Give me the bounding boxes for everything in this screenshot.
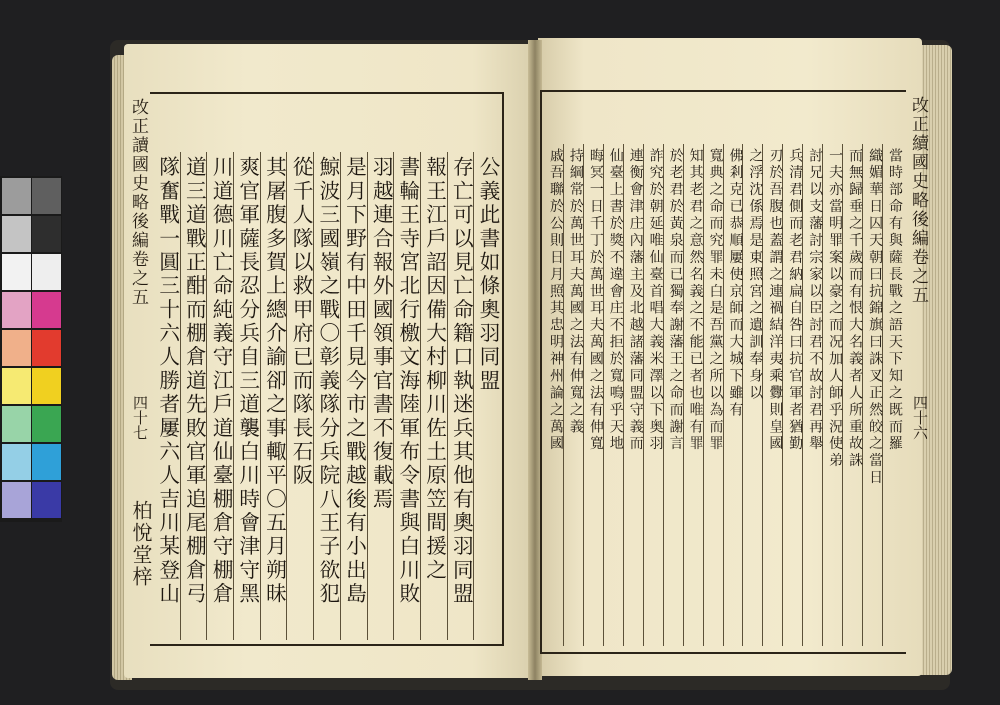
column-rule [822,144,823,646]
column-rule [882,144,883,646]
text-column: 佛剎克已恭順屢使京師而大城下雖有 [726,148,743,420]
column-rule [286,152,287,640]
column-rule [233,152,234,640]
text-column: 持綱常於萬世耳夫萬國之法有伸寬之義 [566,148,583,436]
text-column: 知其老君之意然名義之不能已者也唯有罪 [686,148,703,453]
color-swatch [32,178,61,214]
text-column: 其屠腹多賀上總介諭卻之事輙平〇五月朔昧 [262,156,287,607]
column-rule [742,144,743,646]
color-checker-strip [0,176,62,522]
column-rule [393,152,394,640]
color-swatch [2,330,31,366]
text-column: 兵清君側而老君納扁自咎曰抗官軍者猶勤 [786,148,803,453]
text-column: 是月下野有中田千見今市之戰越後有小出島 [342,156,367,607]
column-rule [563,144,564,646]
text-column: 之浮沈係焉是東照宮之遺訓奉身以 [746,148,763,403]
color-swatch [32,330,61,366]
color-swatch [2,482,31,518]
text-column: 仙臺上書於獎不違會庄不拒於寬鳴乎天地 [606,148,623,453]
text-column: 戚吾聯於公則日月照其忠明神州論之萬國 [546,148,563,453]
text-column: 詐究於朝延唯仙臺首唱大義米澤以下奥羽 [646,148,663,453]
column-rule [313,152,314,640]
column-rule [206,152,207,640]
text-column: 報王江戶詔因備大村柳川佐土原笠間援之 [422,156,447,583]
color-swatch [2,216,31,252]
color-swatch [2,368,31,404]
text-column: 織媚華日囚天朝曰抗錦旗曰誅叉正然皎之當日 [866,148,883,487]
text-column: 從千人隊以救甲府已而隊長石阪 [289,156,314,488]
text-column: 而無歸垂之千歲而有恨大名義者人所重故誅 [846,148,863,470]
text-column: 寬典之命而究罪未白是吾黨之所以為而罪 [706,148,723,453]
column-rule [862,144,863,646]
column-rule [473,152,474,640]
column-rule [782,144,783,646]
column-rule [802,144,803,646]
text-column: 存亡可以見亡命籍口執迷兵其他有奧羽同盟 [449,156,474,607]
left-folio: 四十七 [131,395,149,440]
text-column: 公義此書如條奧羽同盟 [475,156,500,393]
color-swatch [32,444,61,480]
text-column: 於老君於黃泉而已獨奉謝藩王之命而謝言 [666,148,683,453]
color-swatch [32,406,61,442]
color-swatch [32,216,61,252]
text-column: 隊奮戰一圓三十六人勝者屢六人吉川某登山 [155,156,180,607]
text-column: 川道德川亡命純義守江戶道仙臺棚倉守棚倉 [209,156,234,607]
text-column: 連衡會津庄內藩主及北越諸藩同盟守義而 [626,148,643,453]
column-rule [723,144,724,646]
color-swatch [2,406,31,442]
color-swatch [2,178,31,214]
text-column: 討兄以支藩討宗家以臣討君不故討君再舉 [806,148,823,453]
text-column: 一夫亦當明罪案以豪之而况加人師乎況使弟 [826,148,843,470]
color-swatch [32,368,61,404]
publisher-mark: 柏悅堂梓 [129,500,153,588]
column-rule [420,152,421,640]
color-swatch [2,444,31,480]
text-column: 刃於吾腹也蓋謂之連禍結洋夷乘釁則皇國 [766,148,783,453]
left-margin-title: 改正讀國史略後編卷之五 [128,98,148,307]
color-swatch [2,254,31,290]
right-folio: 四十六 [911,395,929,440]
text-column: 道三道戰正酣而棚倉道先敗官軍追尾棚倉弓 [182,156,207,607]
color-swatch [2,292,31,328]
text-column: 書輪王寺宮北行檄文海陸軍布令書與白川敗 [395,156,420,607]
color-swatch [32,254,61,290]
text-column: 當時部命有與薩長戰之語天下知之既而羅 [885,148,902,453]
text-column: 鯨波三國嶺之戰〇彰義隊分兵院八王子欲犯 [315,156,340,607]
text-column: 晦冥一日千丁於萬世耳夫萬國之法有伸寬 [586,148,603,453]
right-margin-title: 改正續國史略後編卷之五 [908,96,928,305]
text-column: 羽越連合報外國領事官書不復載焉 [369,156,394,512]
column-rule [842,144,843,646]
text-column: 爽官軍薩長忍分兵自三道襲白川時會津守黑 [235,156,260,607]
color-swatch [32,292,61,328]
column-rule [762,144,763,646]
color-swatch [32,482,61,518]
column-rule [583,144,584,646]
